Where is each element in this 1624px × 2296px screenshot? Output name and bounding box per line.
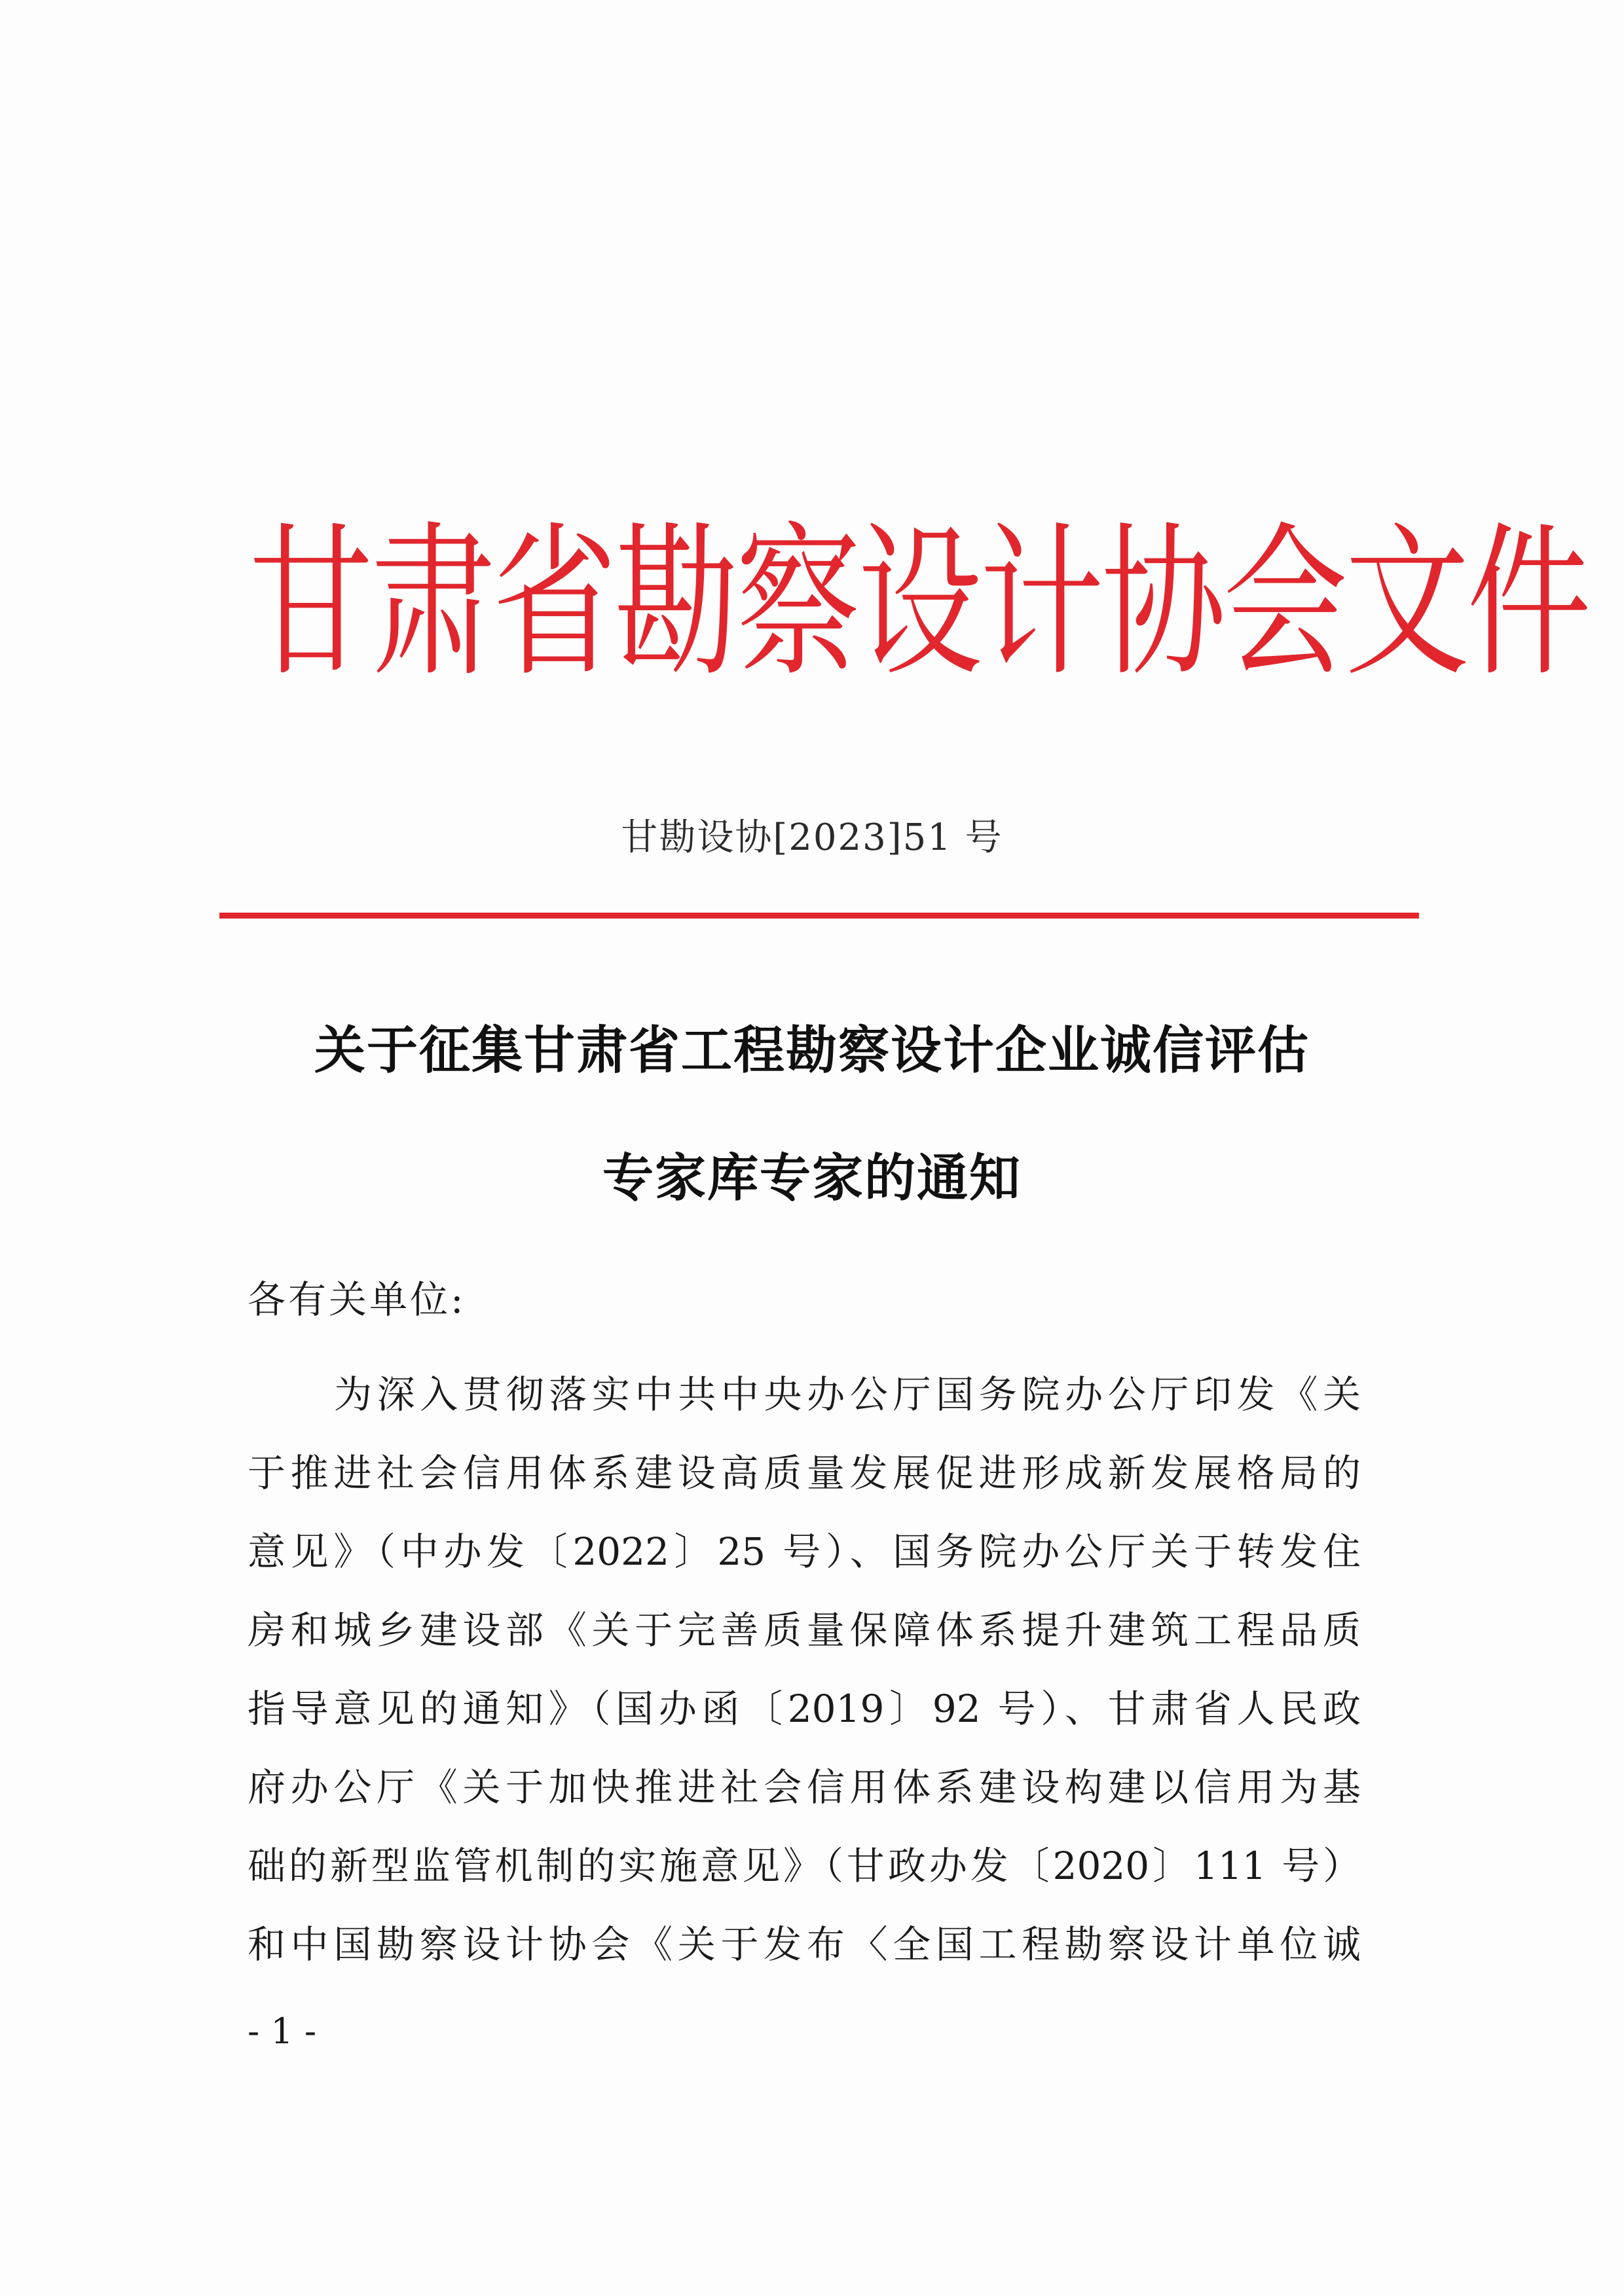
- masthead-title: 甘肃省勘察设计协会文件: [249, 507, 1589, 699]
- page-number: - 1 -: [248, 2011, 317, 2052]
- body-text-line: 础的新型监管机制的实施意见》（甘政办发〔2020〕111 号）: [248, 1844, 1361, 1888]
- notice-title-line-1: 关于征集甘肃省工程勘察设计企业诚信评估: [314, 1021, 1310, 1080]
- body-text-line: 指导意见的通知》（国办函〔2019〕92 号）、甘肃省人民政: [248, 1686, 1361, 1731]
- notice-title-line-2: 专家库专家的通知: [602, 1149, 1022, 1208]
- salutation: 各有关单位:: [248, 1277, 466, 1322]
- body-text-line: 意见》（中办发〔2022〕25 号）、国务院办公厅关于转发住: [248, 1529, 1361, 1574]
- document-number: 甘勘设协[2023]51 号: [621, 816, 1003, 859]
- body-text-line: 府办公厅《关于加快推进社会信用体系建设构建以信用为基: [248, 1765, 1361, 1810]
- body-text-line: 和中国勘察设计协会《关于发布〈全国工程勘察设计单位诚: [248, 1922, 1361, 1967]
- red-divider-line: [219, 913, 1419, 919]
- body-text-line: 于推进社会信用体系建设高质量发展促进形成新发展格局的: [248, 1451, 1361, 1495]
- body-text-line: 房和城乡建设部《关于完善质量保障体系提升建筑工程品质: [248, 1608, 1361, 1652]
- body-text-line: 为深入贯彻落实中共中央办公厅国务院办公厅印发《关: [334, 1372, 1361, 1417]
